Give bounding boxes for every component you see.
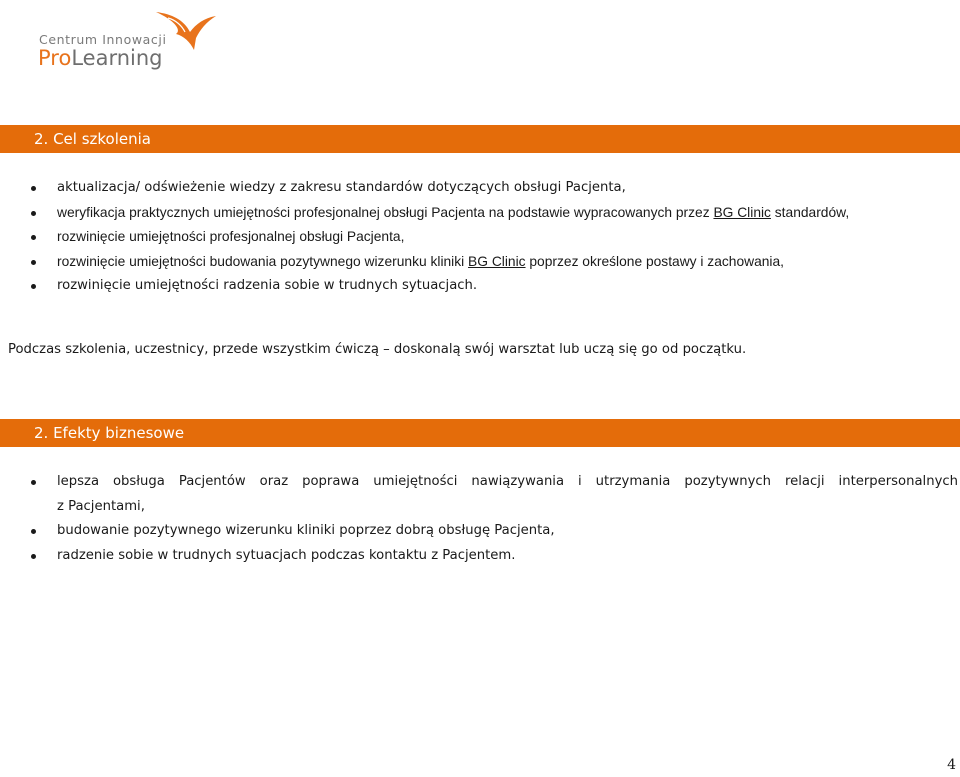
logo-learning-text: Learning [71,46,163,70]
bullet-icon [31,211,36,216]
list-item-text: rozwinięcie umiejętności profesjonalnej obsługi Pacjenta, [57,229,405,245]
text-segment: poprzez określone postawy i zachowania, [525,253,784,269]
list-item-text: lepsza obsługa Pacjentów oraz poprawa umiejętności nawiązywania i utrzymania pozytywnych relacji interpersonalnych [57,474,958,489]
list-item-text-continued: z Pacjentami, [57,498,145,514]
bullet-icon [31,260,36,265]
page-number: 4 [947,757,956,773]
list-item-text [57,201,849,226]
text-segment: standardów, [770,204,850,220]
bullet-icon [31,186,36,191]
section-title: 2. Cel szkolenia [34,130,151,148]
list-item [0,544,960,569]
section-header-cel-szkolenia [0,125,960,153]
list-item [0,519,960,544]
training-paragraph: Podczas szkolenia, uczestnicy, przede wszystkim ćwiczą – doskonalą swój warsztat lub uczą się go od początku. [8,342,747,357]
list-item [0,176,960,201]
goals-list [0,176,960,299]
text-segment: weryfikacja praktycznych umiejętności profesjonalnej obsługi Pacjenta na podstawie wypracowanych przez [57,204,714,220]
logo-pro-text: Pro [38,46,72,70]
list-item-text: aktualizacja/ odświeżenie wiedzy z zakresu standardów dotyczących obsługi Pacjenta, [57,180,626,195]
bullet-icon [31,529,36,534]
section-header-efekty-biznesowe [0,419,960,447]
bullet-icon [31,235,36,240]
list-item [0,201,960,226]
bg-clinic-link[interactable]: BG Clinic [713,204,771,220]
logo-top-text: Centrum Innowacji [39,32,167,47]
bullet-icon [31,284,36,289]
bullet-icon [31,554,36,559]
list-item-text: radzenie sobie w trudnych sytuacjach podczas kontaktu z Pacjentem. [57,547,516,563]
swallow-bird-icon [154,8,218,56]
bg-clinic-link[interactable]: BG Clinic [468,253,526,269]
logo-main-text [38,46,163,70]
text-segment: rozwinięcie umiejętności budowania pozytywnego wizerunku kliniki [57,253,469,269]
list-item [0,274,960,299]
section-title: 2. Efekty biznesowe [34,424,185,442]
bullet-icon [31,480,36,485]
list-item [0,470,960,519]
list-item-text [57,250,784,275]
prolearning-logo [36,8,226,74]
list-item [0,225,960,250]
business-effects-list [0,470,960,568]
list-item-text: budowanie pozytywnego wizerunku kliniki poprzez dobrą obsługę Pacjenta, [57,523,555,538]
list-item [0,250,960,275]
list-item-text: rozwinięcie umiejętności radzenia sobie w trudnych sytuacjach. [57,278,478,294]
